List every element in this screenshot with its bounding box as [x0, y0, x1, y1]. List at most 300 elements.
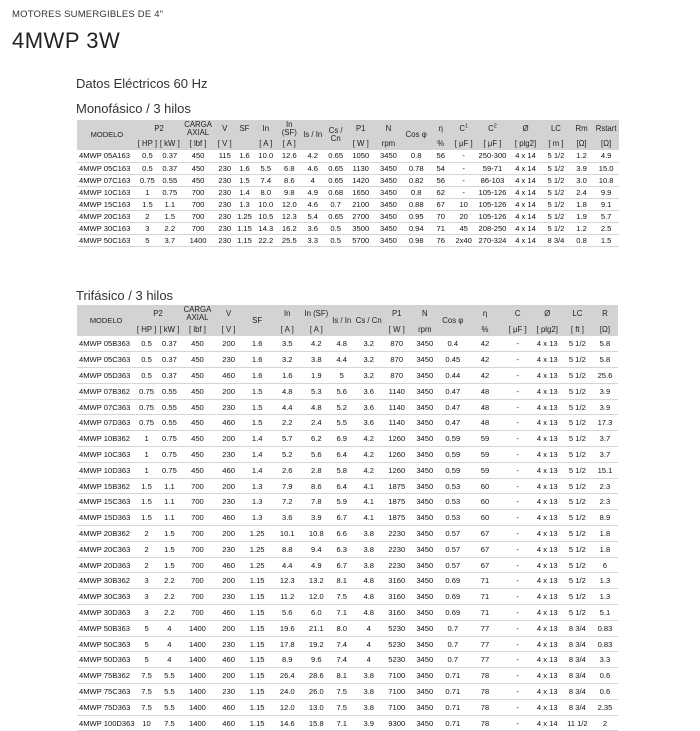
mono-header-rm: Rm — [570, 120, 593, 138]
value-cell: 1400 — [181, 652, 214, 668]
value-cell: 3.7 — [592, 431, 618, 447]
value-cell: 0.8 — [402, 150, 430, 162]
value-cell: - — [504, 478, 532, 494]
value-cell: 1.5 — [158, 541, 181, 557]
value-cell: 7.4 — [329, 636, 354, 652]
table-row — [77, 589, 618, 605]
value-cell: 3.7 — [158, 234, 181, 246]
value-cell: 1050 — [347, 150, 375, 162]
value-cell: 1.6 — [243, 368, 271, 384]
value-cell: 4 x 13 — [532, 336, 563, 352]
value-cell: 8 3/4 — [563, 684, 592, 700]
value-cell: 3.3 — [301, 234, 324, 246]
mono-header-model: MODELO — [77, 120, 137, 150]
value-cell: 1650 — [347, 186, 375, 198]
model-cell: 4MWP 05B363 — [77, 336, 135, 352]
value-cell: 20 — [451, 210, 476, 222]
value-cell: 1.25 — [243, 541, 271, 557]
value-cell: 8.9 — [271, 652, 303, 668]
value-cell: 2230 — [383, 557, 410, 573]
value-cell: 3.6 — [301, 222, 324, 234]
value-cell: 1.5 — [158, 210, 181, 222]
value-cell: 4 — [158, 652, 181, 668]
mono-unit: [ HP ] — [137, 139, 158, 148]
value-cell: 0.5 — [137, 162, 158, 174]
value-cell: 1.4 — [243, 447, 271, 463]
value-cell: - — [504, 462, 532, 478]
value-cell: 14.3 — [254, 222, 277, 234]
model-cell: 4MWP 05C363 — [77, 352, 135, 368]
value-cell: 460 — [214, 462, 243, 478]
value-cell: 1400 — [181, 620, 214, 636]
value-cell: - — [504, 620, 532, 636]
value-cell: 4.2 — [354, 462, 383, 478]
value-cell: 78 — [466, 699, 503, 715]
value-cell: 59-71 — [476, 162, 509, 174]
value-cell: 6.7 — [329, 557, 354, 573]
value-cell: 12.0 — [303, 589, 329, 605]
value-cell: 3.6 — [354, 399, 383, 415]
value-cell: 13.2 — [303, 573, 329, 589]
value-cell: 5 1/2 — [563, 368, 592, 384]
value-cell: 4 x 13 — [532, 368, 563, 384]
table-row — [77, 222, 619, 234]
value-cell: 48 — [466, 383, 503, 399]
value-cell: 1140 — [383, 383, 410, 399]
value-cell: 6.7 — [329, 510, 354, 526]
value-cell: 870 — [383, 352, 410, 368]
model-cell: 4MWP 05A163 — [77, 150, 137, 162]
model-cell: 4MWP 07B362 — [77, 383, 135, 399]
value-cell: 0.37 — [158, 150, 181, 162]
electrical-data-heading: Datos Eléctricos 60 Hz — [76, 76, 208, 91]
tri-header-sf: SF — [243, 305, 271, 336]
value-cell: - — [504, 605, 532, 621]
value-cell: 0.8 — [402, 186, 430, 198]
value-cell: 1.15 — [243, 715, 271, 731]
value-cell: 3.6 — [354, 383, 383, 399]
value-cell: 2230 — [383, 541, 410, 557]
table-row — [77, 668, 618, 684]
value-cell: 10.0 — [254, 198, 277, 210]
value-cell: 0.57 — [439, 526, 466, 542]
value-cell: 0.75 — [135, 383, 158, 399]
model-cell: 4MWP 20C163 — [77, 210, 137, 222]
value-cell: 4.1 — [354, 478, 383, 494]
value-cell: 0.65 — [324, 162, 346, 174]
model-cell: 4MWP 100D363 — [77, 715, 135, 731]
value-cell: 4 x 13 — [532, 573, 563, 589]
value-cell: 5230 — [383, 636, 410, 652]
model-cell: 4MWP 30C163 — [77, 222, 137, 234]
value-cell: 3.0 — [570, 174, 593, 186]
table-row — [77, 510, 618, 526]
value-cell: 5 1/2 — [542, 198, 570, 210]
value-cell: 3450 — [410, 589, 439, 605]
tri-header-c: C — [504, 305, 532, 323]
value-cell: 4 x 13 — [532, 652, 563, 668]
value-cell: 460 — [214, 605, 243, 621]
value-cell: 25.6 — [592, 368, 618, 384]
model-cell: 4MWP 50C363 — [77, 636, 135, 652]
value-cell: 7.5 — [329, 684, 354, 700]
value-cell: - — [504, 383, 532, 399]
value-cell: 200 — [214, 668, 243, 684]
value-cell: 870 — [383, 368, 410, 384]
value-cell: 5 — [135, 620, 158, 636]
value-cell: 15.1 — [592, 462, 618, 478]
value-cell: 1.15 — [235, 234, 254, 246]
value-cell: 200 — [214, 526, 243, 542]
mono-header-diameter: Ø — [509, 120, 542, 138]
value-cell: - — [504, 336, 532, 352]
value-cell: 3.8 — [354, 526, 383, 542]
mono-unit: [ A ] — [278, 138, 301, 150]
value-cell: 7.1 — [329, 605, 354, 621]
model-cell: 4MWP 10C363 — [77, 447, 135, 463]
model-cell: 4MWP 10C163 — [77, 186, 137, 198]
mono-header-p2: P2 — [137, 120, 182, 138]
model-cell: 4MWP 07C363 — [77, 399, 135, 415]
value-cell: 1.3 — [243, 494, 271, 510]
value-cell: 700 — [181, 510, 214, 526]
tri-header-in: In — [271, 305, 303, 323]
value-cell: 26.4 — [271, 668, 303, 684]
table-row — [77, 174, 619, 186]
value-cell: 1.3 — [243, 510, 271, 526]
value-cell: 71 — [466, 589, 503, 605]
value-cell: 48 — [466, 415, 503, 431]
value-cell: 700 — [181, 573, 214, 589]
value-cell: 5.1 — [592, 605, 618, 621]
value-cell: 0.53 — [439, 494, 466, 510]
value-cell: 3.2 — [354, 368, 383, 384]
value-cell: 0.75 — [158, 462, 181, 478]
value-cell: 1.5 — [243, 399, 271, 415]
value-cell: 5 1/2 — [542, 174, 570, 186]
value-cell: 1.8 — [570, 198, 593, 210]
value-cell: 0.47 — [439, 415, 466, 431]
value-cell: 1875 — [383, 510, 410, 526]
value-cell: 3450 — [410, 368, 439, 384]
value-cell: 4 x 13 — [532, 383, 563, 399]
value-cell: 4 x 14 — [509, 222, 542, 234]
value-cell: 0.75 — [137, 174, 158, 186]
value-cell: 460 — [214, 652, 243, 668]
value-cell: 1875 — [383, 478, 410, 494]
value-cell: 230 — [214, 447, 243, 463]
mono-header-v: V — [215, 120, 235, 138]
value-cell: - — [504, 541, 532, 557]
value-cell: 70 — [430, 210, 451, 222]
value-cell: - — [504, 447, 532, 463]
value-cell: 3450 — [375, 174, 403, 186]
value-cell: 3.8 — [303, 352, 329, 368]
value-cell: 4.1 — [354, 510, 383, 526]
tri-unit: rpm — [410, 323, 439, 336]
value-cell: 0.75 — [135, 399, 158, 415]
value-cell: - — [504, 652, 532, 668]
value-cell: 4 x 13 — [532, 462, 563, 478]
value-cell: 59 — [466, 462, 503, 478]
value-cell: 10 — [451, 198, 476, 210]
value-cell: 3.2 — [354, 336, 383, 352]
value-cell: 59 — [466, 447, 503, 463]
value-cell: 60 — [466, 494, 503, 510]
mono-header-in: In — [254, 120, 277, 138]
value-cell: 86-103 — [476, 174, 509, 186]
value-cell: 10.5 — [254, 210, 277, 222]
value-cell: 71 — [430, 222, 451, 234]
value-cell: 3450 — [410, 668, 439, 684]
value-cell: 1.8 — [592, 526, 618, 542]
value-cell: - — [504, 352, 532, 368]
value-cell: 4 x 13 — [532, 668, 563, 684]
value-cell: 1.15 — [243, 652, 271, 668]
value-cell: 700 — [181, 541, 214, 557]
value-cell: 1.3 — [243, 478, 271, 494]
value-cell: 200 — [214, 336, 243, 352]
mono-header-c1: $C^1$ — [451, 120, 476, 138]
value-cell: 1.2 — [570, 222, 593, 234]
mono-unit: [ lbf ] — [182, 138, 215, 150]
value-cell: 4 x 13 — [532, 605, 563, 621]
value-cell: 3450 — [410, 684, 439, 700]
value-cell: 3.9 — [592, 383, 618, 399]
value-cell: 8.6 — [278, 174, 301, 186]
value-cell: - — [504, 399, 532, 415]
value-cell: 2.3 — [592, 478, 618, 494]
value-cell: 8 3/4 — [563, 668, 592, 684]
value-cell: - — [504, 368, 532, 384]
value-cell: 4.8 — [354, 573, 383, 589]
value-cell: 230 — [214, 494, 243, 510]
value-cell: 5.5 — [158, 668, 181, 684]
value-cell: 2 — [137, 210, 158, 222]
value-cell: 3450 — [410, 636, 439, 652]
value-cell: 12.3 — [278, 210, 301, 222]
value-cell: 5.5 — [254, 162, 277, 174]
value-cell: 78 — [466, 668, 503, 684]
mono-header-c2: $C^2$ — [476, 120, 509, 138]
model-cell: 4MWP 10B362 — [77, 431, 135, 447]
value-cell: 5.2 — [329, 399, 354, 415]
value-cell: 0.37 — [158, 352, 181, 368]
value-cell: 3.9 — [303, 510, 329, 526]
value-cell: 1.3 — [235, 198, 254, 210]
value-cell: 19.6 — [271, 620, 303, 636]
table-row — [77, 431, 618, 447]
value-cell: 4.6 — [301, 162, 324, 174]
value-cell: 8 3/4 — [563, 652, 592, 668]
value-cell: 5 1/2 — [542, 222, 570, 234]
tri-header-eta: η — [466, 305, 503, 323]
value-cell: 3.9 — [592, 399, 618, 415]
value-cell: 1.1 — [158, 494, 181, 510]
value-cell: 6 — [592, 557, 618, 573]
value-cell: 3.7 — [592, 447, 618, 463]
value-cell: 1.9 — [570, 210, 593, 222]
model-cell: 4MWP 75D363 — [77, 699, 135, 715]
value-cell: 78 — [466, 715, 503, 731]
mono-unit: % — [430, 138, 451, 150]
value-cell: 1.1 — [158, 198, 181, 210]
mono-header-n: N — [375, 120, 403, 138]
value-cell: 1260 — [383, 447, 410, 463]
value-cell: 0.7 — [324, 198, 346, 210]
value-cell: 5 1/2 — [563, 526, 592, 542]
value-cell: 1.15 — [243, 620, 271, 636]
value-cell: 1140 — [383, 415, 410, 431]
value-cell: 17.8 — [271, 636, 303, 652]
value-cell: 1.15 — [243, 668, 271, 684]
tri-section-title: Trifásico / 3 hilos — [76, 288, 174, 303]
model-cell: 4MWP 05D363 — [77, 368, 135, 384]
value-cell: 9.4 — [303, 541, 329, 557]
value-cell: 3.8 — [354, 699, 383, 715]
value-cell: 12.3 — [271, 573, 303, 589]
value-cell: 0.55 — [158, 415, 181, 431]
value-cell: 4 x 13 — [532, 478, 563, 494]
table-row — [77, 399, 618, 415]
value-cell: 3450 — [375, 150, 403, 162]
value-cell: 2.2 — [158, 222, 181, 234]
model-cell: 4MWP 15C163 — [77, 198, 137, 210]
value-cell: 4.8 — [329, 336, 354, 352]
table-row — [77, 715, 618, 731]
value-cell: 1260 — [383, 431, 410, 447]
value-cell: 5.5 — [158, 699, 181, 715]
value-cell: 3450 — [410, 478, 439, 494]
value-cell: 10.1 — [271, 526, 303, 542]
product-title: 4MWP 3W — [12, 28, 121, 53]
value-cell: 1.15 — [243, 573, 271, 589]
tri-unit: [ lbf ] — [181, 323, 214, 336]
value-cell: 4.2 — [354, 431, 383, 447]
value-cell: 450 — [181, 352, 214, 368]
value-cell: - — [451, 174, 476, 186]
mono-unit: [ μF ] — [476, 138, 509, 150]
value-cell: 4 x 13 — [532, 352, 563, 368]
value-cell: 5 — [329, 368, 354, 384]
value-cell: 0.5 — [135, 336, 158, 352]
value-cell: 5.7 — [593, 210, 619, 222]
value-cell: 0.69 — [439, 605, 466, 621]
value-cell: 0.83 — [592, 620, 618, 636]
value-cell: 1.4 — [235, 186, 254, 198]
value-cell: 1.6 — [235, 150, 254, 162]
value-cell: 0.4 — [439, 336, 466, 352]
value-cell: 0.98 — [402, 234, 430, 246]
value-cell: 1130 — [347, 162, 375, 174]
value-cell: 700 — [181, 478, 214, 494]
value-cell: 10.0 — [254, 150, 277, 162]
value-cell: 1875 — [383, 494, 410, 510]
value-cell: 3450 — [410, 605, 439, 621]
table-row — [77, 620, 618, 636]
value-cell: 3.6 — [354, 415, 383, 431]
value-cell: 5 1/2 — [542, 186, 570, 198]
value-cell: 42 — [466, 368, 503, 384]
model-cell: 4MWP 30C363 — [77, 589, 135, 605]
value-cell: 5 — [135, 636, 158, 652]
value-cell: 460 — [214, 699, 243, 715]
value-cell: 0.75 — [158, 186, 181, 198]
mono-header-rstart: Rstart — [593, 120, 619, 138]
value-cell: 28.6 — [303, 668, 329, 684]
value-cell: 5 1/2 — [563, 431, 592, 447]
value-cell: 6.0 — [303, 605, 329, 621]
tri-header-model: MODELO — [77, 305, 135, 336]
value-cell: 3160 — [383, 589, 410, 605]
value-cell: 3 — [137, 222, 158, 234]
value-cell: 12.6 — [278, 150, 301, 162]
value-cell: 0.95 — [402, 210, 430, 222]
table-row — [77, 494, 618, 510]
tri-unit: [ kW ] — [158, 323, 181, 336]
value-cell: 5 1/2 — [563, 589, 592, 605]
value-cell: 230 — [215, 174, 235, 186]
value-cell: 7.5 — [135, 684, 158, 700]
mono-unit: [Ω] — [593, 138, 619, 150]
model-cell: 4MWP 75B362 — [77, 668, 135, 684]
value-cell: 4 x 13 — [532, 589, 563, 605]
value-cell: 4.9 — [593, 150, 619, 162]
value-cell: 8.1 — [329, 573, 354, 589]
value-cell: 2x40 — [451, 234, 476, 246]
value-cell: 60 — [466, 478, 503, 494]
value-cell: 54 — [430, 162, 451, 174]
value-cell: 0.53 — [439, 478, 466, 494]
value-cell: 1400 — [181, 684, 214, 700]
tri-unit: [Ω] — [592, 323, 618, 336]
value-cell: 4.8 — [354, 589, 383, 605]
value-cell: - — [504, 494, 532, 510]
value-cell: 0.37 — [158, 368, 181, 384]
value-cell: 13.0 — [303, 699, 329, 715]
value-cell: 0.57 — [439, 557, 466, 573]
value-cell: 4 x 13 — [532, 510, 563, 526]
value-cell: 4 — [354, 636, 383, 652]
value-cell: 8 3/4 — [542, 234, 570, 246]
value-cell: 3.8 — [354, 557, 383, 573]
tri-unit: [ W ] — [383, 323, 410, 336]
value-cell: 4 x 13 — [532, 684, 563, 700]
table-row — [77, 150, 619, 162]
value-cell: 7.8 — [303, 494, 329, 510]
value-cell: 4.4 — [271, 399, 303, 415]
value-cell: 1.25 — [235, 210, 254, 222]
value-cell: 3450 — [410, 557, 439, 573]
value-cell: 5 1/2 — [563, 541, 592, 557]
value-cell: 3450 — [375, 162, 403, 174]
value-cell: 0.37 — [158, 162, 181, 174]
value-cell: 42 — [466, 336, 503, 352]
value-cell: 4.4 — [329, 352, 354, 368]
value-cell: 1 — [135, 431, 158, 447]
value-cell: 10 — [135, 715, 158, 731]
table-row — [77, 162, 619, 174]
value-cell: 71 — [466, 573, 503, 589]
value-cell: 5 1/2 — [563, 478, 592, 494]
value-cell: 5 1/2 — [542, 210, 570, 222]
value-cell: 5.6 — [303, 447, 329, 463]
value-cell: 1.15 — [243, 605, 271, 621]
value-cell: 2.4 — [570, 186, 593, 198]
value-cell: 230 — [215, 222, 235, 234]
value-cell: 4.9 — [301, 186, 324, 198]
value-cell: 450 — [181, 336, 214, 352]
